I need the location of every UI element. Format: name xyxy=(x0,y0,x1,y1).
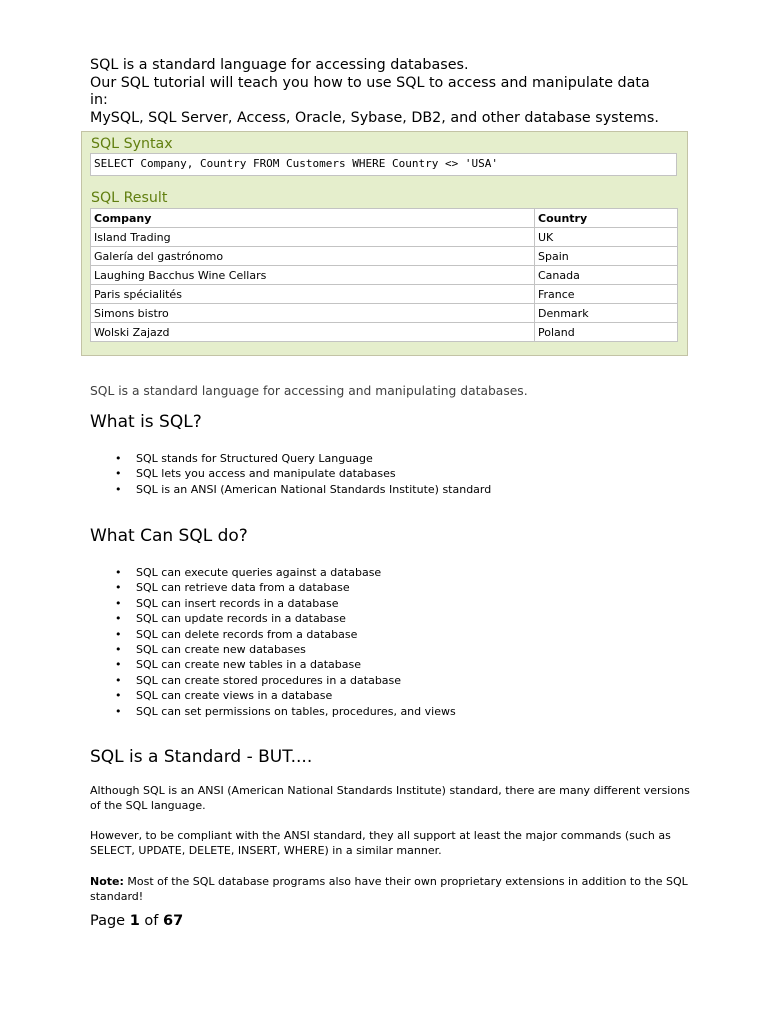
sql-result-heading: SQL Result xyxy=(91,190,168,206)
intro-line: MySQL, SQL Server, Access, Oracle, Sybase, DB2, and other database systems. xyxy=(90,109,659,126)
page-number xyxy=(90,913,183,929)
list-item xyxy=(112,688,456,703)
bullet-icon: • xyxy=(115,689,122,703)
country-cell: Spain xyxy=(535,247,678,266)
list-item-text: SQL can insert records in a database xyxy=(136,596,339,610)
note-paragraph xyxy=(90,875,690,905)
list-item xyxy=(112,466,491,481)
table-row xyxy=(91,304,678,323)
country-cell: UK xyxy=(535,228,678,247)
bullet-icon: • xyxy=(115,612,122,626)
list-item-text: SQL can create new tables in a database xyxy=(136,658,362,672)
list-item-text: SQL stands for Structured Query Language xyxy=(136,452,373,465)
bullet-icon: • xyxy=(115,627,122,641)
what-is-sql-list xyxy=(112,451,491,497)
column-header-country: Country xyxy=(535,209,678,228)
bullet-icon: • xyxy=(115,581,122,595)
bullet-icon: • xyxy=(115,673,122,687)
table-row xyxy=(91,247,678,266)
company-cell: Galería del gastrónomo xyxy=(91,247,535,266)
list-item xyxy=(112,704,456,719)
sql-code-block: SELECT Company, Country FROM Customers WHERE Country <> 'USA' xyxy=(90,153,677,176)
section-heading-sql-standard: SQL is a Standard - BUT.... xyxy=(90,747,313,767)
list-item-text: SQL lets you access and manipulate databases xyxy=(136,467,396,481)
list-item-text: SQL is an ANSI (American National Standards Institute) standard xyxy=(136,482,492,496)
table-row xyxy=(91,266,678,285)
bullet-icon: • xyxy=(115,658,122,672)
country-cell: Poland xyxy=(535,323,678,342)
company-cell: Paris spécialités xyxy=(91,285,535,304)
country-cell: France xyxy=(535,285,678,304)
intro-text xyxy=(90,57,690,127)
list-item xyxy=(112,611,456,626)
bullet-icon: • xyxy=(115,643,122,657)
list-item-text: SQL can retrieve data from a database xyxy=(136,581,350,595)
table-row xyxy=(91,285,678,304)
summary-text: SQL is a standard language for accessing and manipulating databases. xyxy=(90,384,528,398)
section-heading-what-is-sql: What is SQL? xyxy=(90,412,202,432)
paragraph: However, to be compliant with the ANSI standard, they all support at least the major commands (such as SELECT, UPDATE, DELETE, INSERT, WHERE) in a similar manner. xyxy=(90,829,671,857)
table-header-row xyxy=(91,209,678,228)
what-can-sql-do-list xyxy=(112,565,456,719)
total-pages: 67 xyxy=(163,913,184,929)
bullet-icon: • xyxy=(115,704,122,718)
sql-syntax-heading: SQL Syntax xyxy=(91,136,173,152)
country-cell: Canada xyxy=(535,266,678,285)
list-item xyxy=(112,627,456,642)
current-page: 1 xyxy=(129,913,140,929)
intro-line: SQL is a standard language for accessing databases. xyxy=(90,57,469,73)
page-prefix: Page xyxy=(90,913,130,929)
list-item xyxy=(112,580,456,595)
intro-line: Our SQL tutorial will teach you how to use SQL to access and manipulate data xyxy=(90,74,650,91)
sql-result-table xyxy=(90,208,678,342)
list-item xyxy=(112,657,456,672)
company-cell: Wolski Zajazd xyxy=(91,323,535,342)
list-item xyxy=(112,596,456,611)
table-row xyxy=(91,323,678,342)
list-item-text: SQL can delete records from a database xyxy=(136,627,358,641)
list-item-text: SQL can execute queries against a database xyxy=(136,566,382,579)
sql-example-box xyxy=(81,131,688,356)
list-item-text: SQL can create stored procedures in a database xyxy=(136,673,402,687)
list-item xyxy=(112,565,456,580)
bullet-icon: • xyxy=(115,596,122,610)
table-row xyxy=(91,228,678,247)
list-item xyxy=(112,673,456,688)
column-header-company: Company xyxy=(91,209,535,228)
section-heading-what-can-sql-do: What Can SQL do? xyxy=(90,526,248,546)
intro-line: in: xyxy=(90,92,108,108)
list-item xyxy=(112,482,491,497)
list-item xyxy=(112,642,456,657)
bullet-icon: • xyxy=(115,452,122,465)
page-of: of xyxy=(139,913,164,929)
note-label: Note: xyxy=(90,875,124,888)
list-item-text: SQL can create new databases xyxy=(136,643,306,657)
list-item-text: SQL can create views in a database xyxy=(136,689,333,703)
bullet-icon: • xyxy=(115,467,122,481)
paragraph: Although SQL is an ANSI (American National Standards Institute) standard, there are many different versions of the SQL language. xyxy=(90,784,690,812)
company-cell: Island Trading xyxy=(91,228,535,247)
company-cell: Laughing Bacchus Wine Cellars xyxy=(91,266,535,285)
country-cell: Denmark xyxy=(535,304,678,323)
list-item-text: SQL can update records in a database xyxy=(136,612,346,626)
list-item-text: SQL can set permissions on tables, procedures, and views xyxy=(136,704,456,718)
note-text: Most of the SQL database programs also have their own proprietary extensions in addition to the SQL standard! xyxy=(90,875,688,903)
bullet-icon: • xyxy=(115,482,122,496)
list-item xyxy=(112,451,491,466)
bullet-icon: • xyxy=(115,566,122,579)
company-cell: Simons bistro xyxy=(91,304,535,323)
